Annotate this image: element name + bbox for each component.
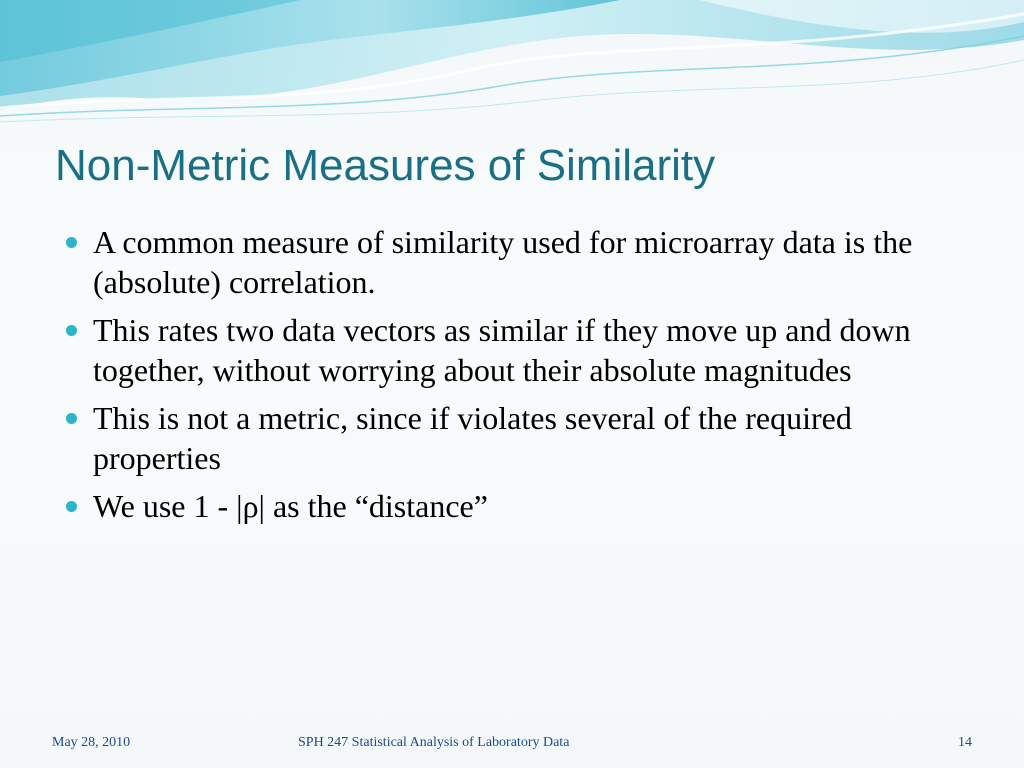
bullet-text: We use 1 - |ρ| as the “distance” (93, 488, 488, 524)
bullet-list (64, 222, 944, 534)
footer-page-number: 14 (958, 735, 972, 750)
bullet-dot-icon (66, 413, 77, 424)
bullet-item (64, 486, 944, 526)
footer-course-title: SPH 247 Statistical Analysis of Laboratory Data (298, 735, 570, 750)
decorative-wave-banner (0, 0, 1024, 130)
bullet-item (64, 310, 944, 390)
bullet-dot-icon (66, 325, 77, 336)
bullet-dot-icon (66, 501, 77, 512)
bullet-text: A common measure of similarity used for microarray data is the (absolute) correlation. (93, 224, 913, 300)
bullet-text: This is not a metric, since if violates several of the required properties (93, 400, 852, 476)
bullet-dot-icon (66, 237, 77, 248)
bullet-item (64, 222, 944, 302)
footer-date: May 28, 2010 (52, 735, 131, 750)
bullet-text: This rates two data vectors as similar if they move up and down together, without worrying about their absolute magnitudes (93, 312, 911, 388)
slide-title: Non-Metric Measures of Similarity (55, 141, 716, 190)
bullet-item (64, 398, 944, 478)
